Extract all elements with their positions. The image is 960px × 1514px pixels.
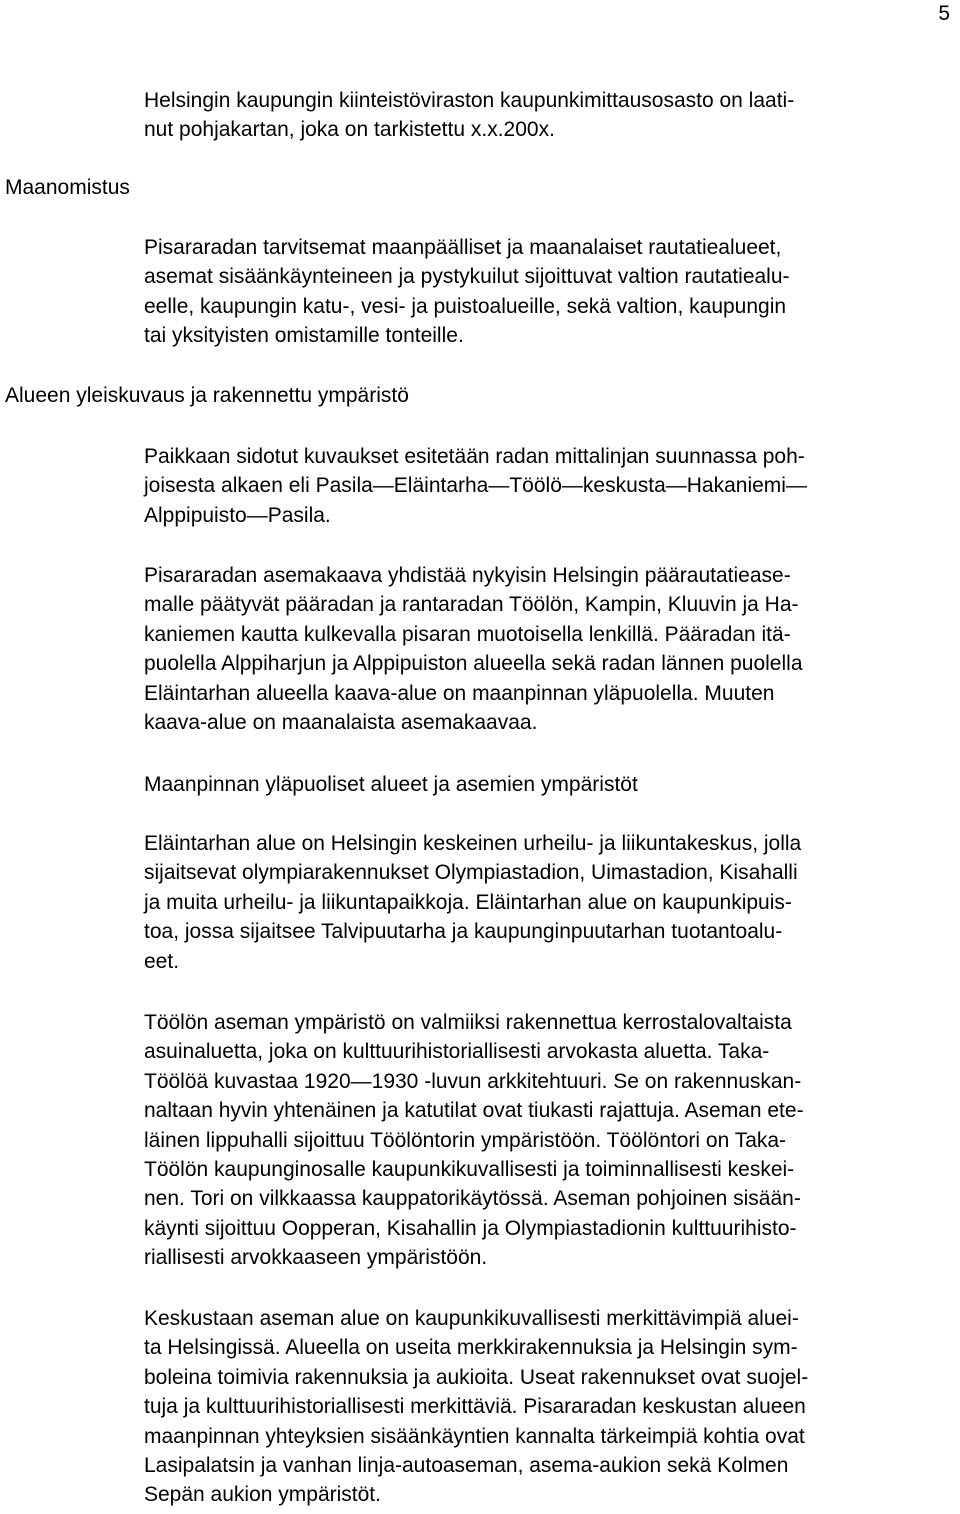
text-line: nen. Tori on vilkkaassa kauppatorikäytössä. Aseman pohjoinen sisään- [144,1187,801,1211]
text-line: ja muita urheilu- ja liikuntapaikkoja. Eläintarhan alue on kaupunkipuis- [144,890,792,914]
text-line: Keskustaan aseman alue on kaupunkikuvallisesti merkittävimpiä aluei- [144,1307,799,1330]
text-line: joisesta alkaen eli Pasila—Eläintarha—Töölö—keskusta—Hakaniemi— [144,474,807,498]
text-line: Töölön kaupunginosalle kaupunkikuvallisesti ja toiminnallisesti keskei- [144,1158,795,1182]
text-line: tai yksityisten omistamille tonteille. [144,324,464,348]
subheading-maanpinnan: Maanpinnan yläpuoliset alueet ja asemien ympäristöt [144,773,638,796]
text-line: ta Helsingissä. Alueella on useita merkkirakennuksia ja Helsingin sym- [144,1336,798,1360]
text-line: Eläintarhan alueella kaava-alue on maanpinnan yläpuolella. Muuten [144,681,775,705]
maanomistus-paragraph [144,233,944,351]
text-line: sijaitsevat olympiarakennukset Olympiastadion, Uimastadion, Kisahalli [144,861,798,885]
text-line: tuja ja kulttuurihistoriallisesti merkittäviä. Pisararadan keskustan alueen [144,1395,806,1419]
intro-paragraph [144,86,944,145]
section-label-yleiskuvaus: Alueen yleiskuvaus ja rakennettu ympäristö [5,384,409,407]
text-line: asuinaluetta, joka on kulttuurihistoriallisesti arvokasta aluetta. Taka- [144,1040,770,1064]
text-line: toa, jossa sijaitsee Talvipuutarha ja kaupunginpuutarhan tuotantoalu- [144,920,783,944]
text-line: eelle, kaupungin katu-, vesi- ja puistoalueille, sekä valtion, kaupungin [144,294,787,318]
text-line: nut pohjakartan, joka on tarkistettu x.x.200x. [144,118,555,142]
text-line: Pisararadan asemakaava yhdistää nykyisin Helsingin päärautatiease- [144,564,791,587]
text-line: Eläintarhan alue on Helsingin keskeinen urheilu- ja liikuntakeskus, jolla [144,832,802,855]
text-line: asemat sisäänkäynteineen ja pystykuilut sijoittuvat valtion rautatiealu- [144,265,790,289]
section-label-maanomistus: Maanomistus [5,176,130,199]
yleiskuvaus-paragraph-1 [144,442,944,530]
text-line: Töölöä kuvastaa 1920—1930 -luvun arkkitehtuuri. Se on rakennuskan- [144,1069,802,1093]
page-number: 5 [938,2,950,25]
maanpinnan-paragraph-3 [144,1304,944,1510]
text-line: Töölön aseman ympäristö on valmiiksi rakennettua kerrostalovaltaista [144,1011,792,1034]
text-line: eet. [144,949,180,973]
text-line: malle päätyvät pääradan ja rantaradan Töölön, Kampin, Kluuvin ja Ha- [144,593,799,617]
text-line: Lasipalatsin ja vanhan linja-autoaseman, asema-aukion sekä Kolmen [144,1454,789,1478]
maanpinnan-paragraph-2 [144,1008,944,1273]
text-line: kaniemen kautta kulkevalla pisaran muotoisella lenkillä. Pääradan itä- [144,622,791,646]
text-line: naltaan hyvin yhtenäinen ja katutilat ovat tiukasti rajattuja. Aseman ete- [144,1099,804,1123]
text-line: Pisararadan tarvitsemat maanpäälliset ja maanalaiset rautatiealueet, [144,236,782,259]
text-line: Helsingin kaupungin kiinteistöviraston kaupunkimittausosasto on laati- [144,89,795,112]
text-line: boleina toimivia rakennuksia ja aukioita. Useat rakennukset ovat suojel- [144,1365,809,1389]
text-line: läinen lippuhalli sijoittuu Töölöntorin ympäristöön. Töölöntori on Taka- [144,1128,787,1152]
text-line: riallisesti arvokkaaseen ympäristöön. [144,1246,488,1270]
text-line: Alppipuisto—Pasila. [144,503,331,527]
text-line: maanpinnan yhteyksien sisäänkäyntien kannalta tärkeimpiä kohtia ovat [144,1424,805,1448]
maanpinnan-paragraph-1 [144,829,944,976]
yleiskuvaus-paragraph-2 [144,561,944,737]
text-line: kaava-alue on maanalaista asemakaavaa. [144,711,538,735]
text-line: puolella Alppiharjun ja Alppipuiston alueella sekä radan lännen puolella [144,652,803,676]
text-line: käynti sijoittuu Oopperan, Kisahallin ja Olympiastadionin kulttuurihisto- [144,1216,797,1240]
text-line: Sepän aukion ympäristöt. [144,1483,381,1507]
text-line: Paikkaan sidotut kuvaukset esitetään radan mittalinjan suunnassa poh- [144,445,805,468]
